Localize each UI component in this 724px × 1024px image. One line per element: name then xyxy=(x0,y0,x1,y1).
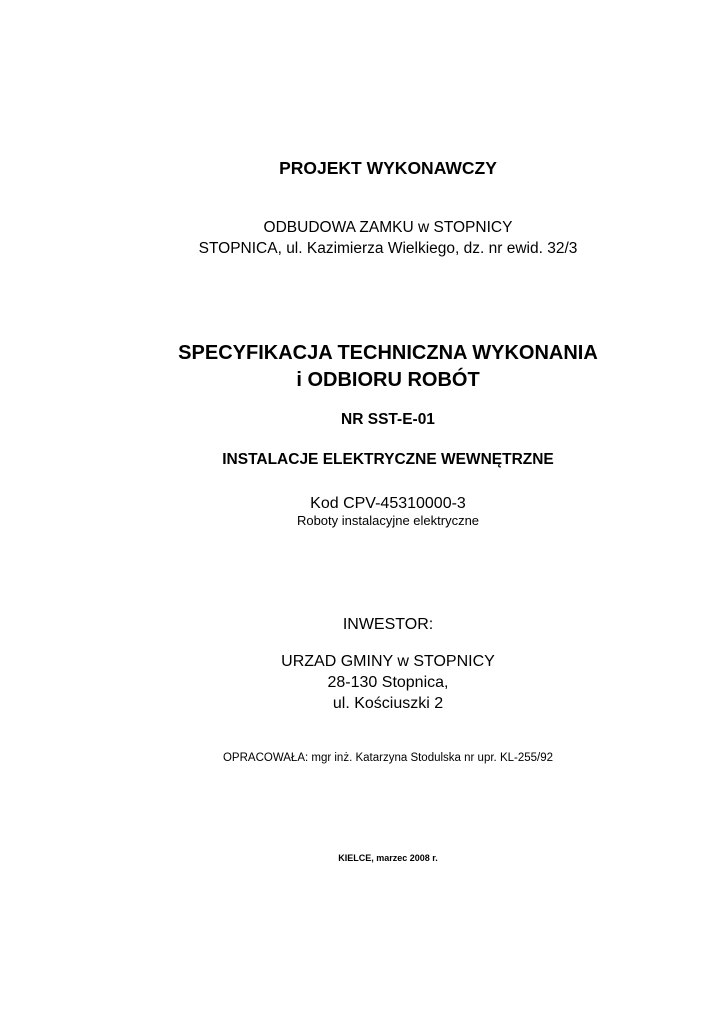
object-name: ODBUDOWA ZAMKU w STOPNICY xyxy=(263,219,513,236)
cpv-description: Roboty instalacyjne elektryczne xyxy=(296,513,480,528)
project-type-heading: PROJEKT WYKONAWCZY xyxy=(279,158,497,178)
investor-label: INWESTOR: xyxy=(342,616,434,633)
spec-title-line2: i ODBIORU ROBÓT xyxy=(296,369,480,391)
investor-name: URZAD GMINY w STOPNICY xyxy=(281,653,495,670)
spec-number: NR SST-E-01 xyxy=(341,411,435,428)
object-address: STOPNICA, ul. Kazimierza Wielkiego, dz. nr ewid. 32/3 xyxy=(198,240,578,257)
author-line: OPRACOWAŁA: mgr inż. Katarzyna Stodulska nr upr. KL-255/92 xyxy=(222,752,554,764)
investor-street: ul. Kościuszki 2 xyxy=(332,695,444,712)
spec-subject: INSTALACJE ELEKTRYCZNE WEWNĘTRZNE xyxy=(222,451,554,468)
place-date: KIELCE, marzec 2008 r. xyxy=(338,853,438,863)
cpv-code: Kod CPV-45310000-3 xyxy=(310,495,466,512)
spec-title-line1: SPECYFIKACJA TECHNICZNA WYKONANIA xyxy=(178,342,598,364)
investor-postal: 28-130 Stopnica, xyxy=(327,674,449,691)
